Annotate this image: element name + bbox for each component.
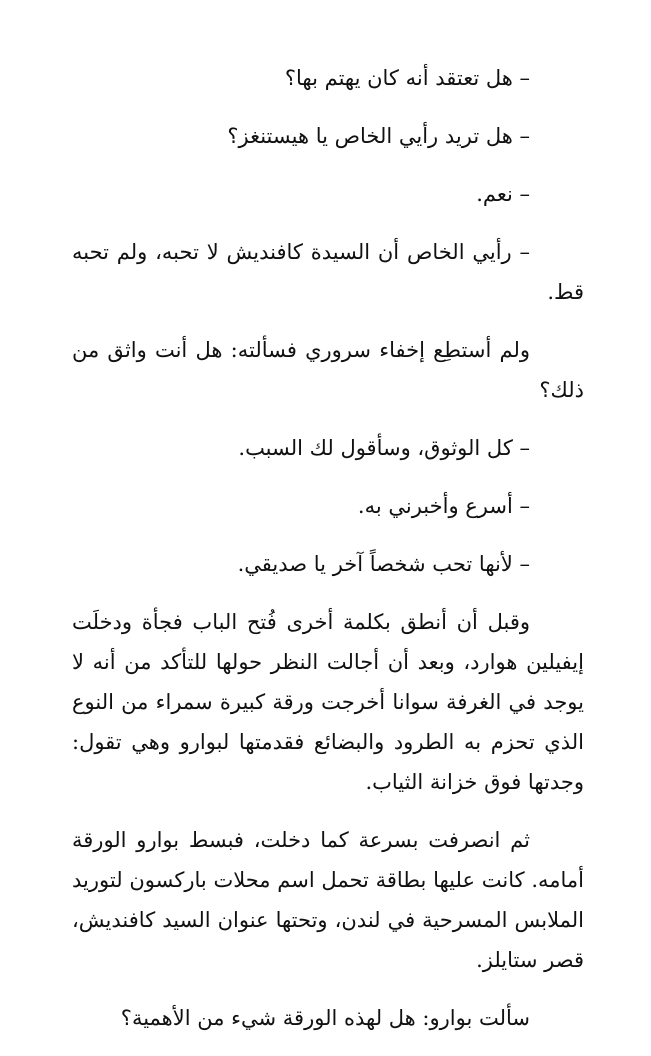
narration-paragraph-1: ولم أستطِع إخفاء سروري فسألته: هل أنت واثق من ذلك؟: [72, 338, 584, 402]
dialogue-line-2: – هل تريد رأيي الخاص يا هيستنغز؟: [227, 124, 530, 148]
dialogue-line-4: – رأيي الخاص أن السيدة كافنديش لا تحبه، ولم تحبه قط.: [72, 240, 584, 304]
dialogue-line-5: – كل الوثوق، وسأقول لك السبب.: [238, 436, 530, 460]
narration-paragraph-2: وقبل أن أنطق بكلمة أخرى فُتح الباب فجأة ودخلَت إيفيلين هوارد، وبعد أن أجالت النظر حولها للتأكد من أنه لا يوجد في الغرفة سوانا أخرجت ورقة كبيرة سمراء من النوع الذي تحزم به الطرود والبضائع فقدمتها لبوارو وهي تقول: وجدتها فوق خزانة الثياب.: [72, 610, 584, 794]
page-body-text: [72, 58, 584, 1056]
dialogue-line-6: – أسرع وأخبرني به.: [357, 494, 530, 518]
narration-paragraph-4: سألت بوارو: هل لهذه الورقة شيء من الأهمية؟: [120, 1006, 530, 1030]
narration-paragraph-3: ثم انصرفت بسرعة كما دخلت، فبسط بوارو الورقة أمامه. كانت عليها بطاقة تحمل اسم محلات باركسون لتوريد الملابس المسرحية في لندن، وتحتها عنوان السيد كافنديش، قصر ستايلز.: [72, 828, 584, 972]
dialogue-line-1: – هل تعتقد أنه كان يهتم بها؟: [284, 66, 530, 90]
dialogue-line-7: – لأنها تحب شخصاً آخر يا صديقي.: [237, 552, 530, 576]
dialogue-line-3: – نعم.: [476, 182, 530, 206]
